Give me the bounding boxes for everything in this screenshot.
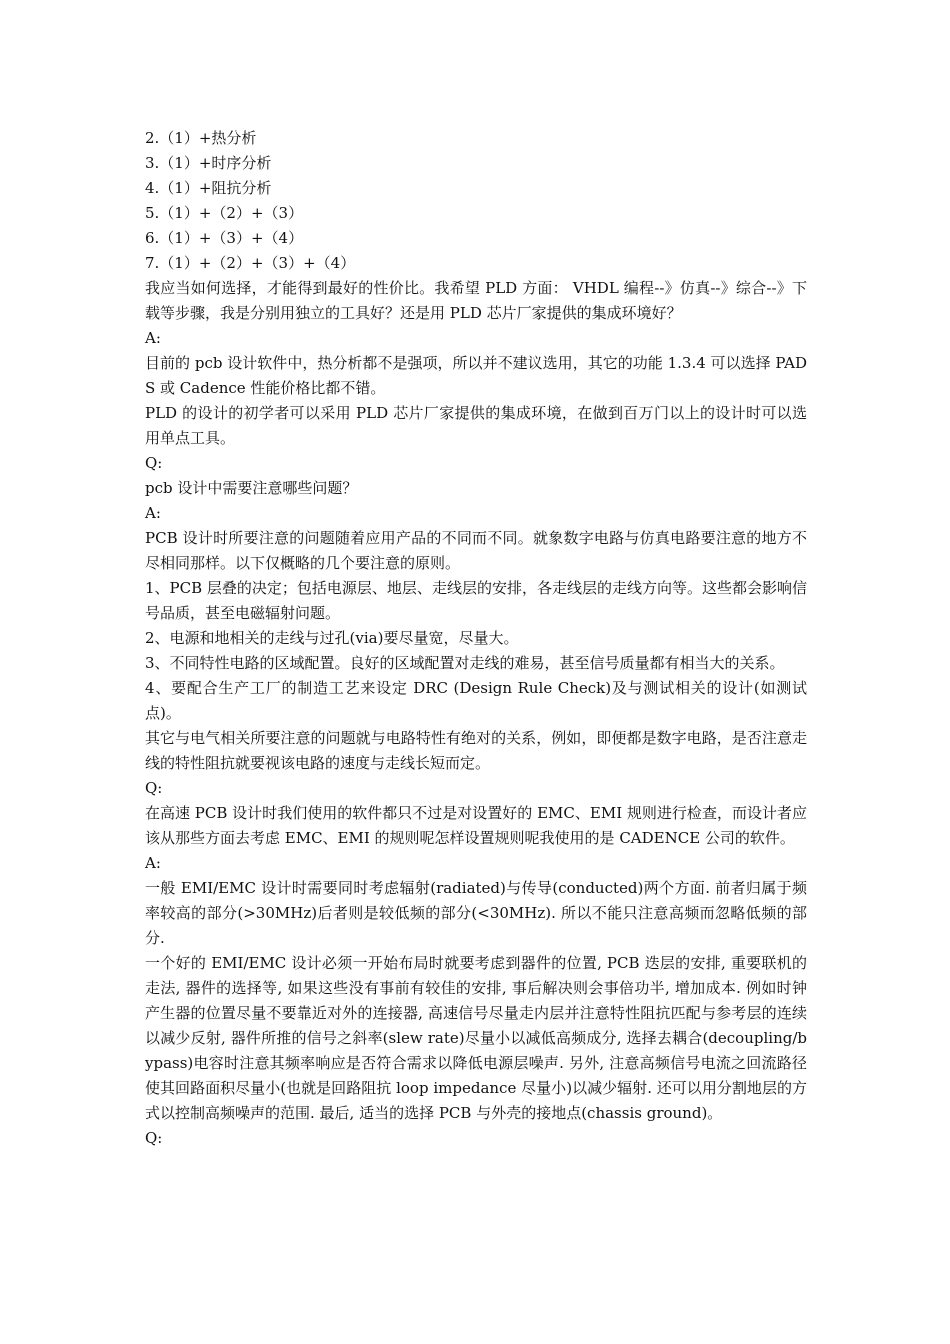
question-label: Q: xyxy=(145,779,163,797)
answer-paragraph: 3、不同特性电路的区域配置。良好的区域配置对走线的难易，甚至信号质量都有相当大的关系。 xyxy=(145,654,785,672)
answer-label: A: xyxy=(145,329,161,347)
answer-paragraph: PLD 的设计的初学者可以采用 PLD 芯片厂家提供的集成环境，在做到百万门以上的设计时可以选用单点工具。 xyxy=(145,404,807,447)
question-text: pcb 设计中需要注意哪些问题？ xyxy=(145,479,358,497)
answer-paragraph: 2、电源和地相关的走线与过孔(via)要尽量宽，尽量大。 xyxy=(145,629,519,647)
question-label: Q: xyxy=(145,454,163,472)
answer-paragraph: 一个好的 EMI/EMC 设计必须一开始布局时就要考虑到器件的位置, PCB 迭层的安排, 重要联机的走法, 器件的选择等, 如果这些没有事前有较佳的安排, 事后解决则会事倍功半, 增加成本. 例如时钟产生器的位置尽量不要靠近对外的连接器, 高速信号尽量走内层并注意特性阻抗匹配与参考层的连续以减少反射, 器件所推的信号之斜率(slew rate)尽量小以减低高频成分, 选择去耦合(decoupling/bypass)电容时注意其频率响应是否符合需求以降低电源层噪声. 另外, 注意高频信号电流之回流路径使其回路面积尽量小(也就是回路阻抗 loop impedance 尽量小)以减少辐射. 还可以用分割地层的方式以控制高频噪声的范围. 最后, 适当的选择 PCB 与外壳的接地点(chassis ground)。 xyxy=(145,954,807,1122)
answer-paragraph: 其它与电气相关所要注意的问题就与电路特性有绝对的关系，例如，即便都是数字电路，是否注意走线的特性阻抗就要视该电路的速度与走线长短而定。 xyxy=(145,729,807,772)
answer-paragraph: 一般 EMI/EMC 设计时需要同时考虑辐射(radiated)与传导(conducted)两个方面. 前者归属于频率较高的部分(>30MHz)后者则是较低频的部分(<30MHz). 所以不能只注意高频而忽略低频的部分. xyxy=(145,879,807,947)
answer-paragraph: PCB 设计时所要注意的问题随着应用产品的不同而不同。就象数字电路与仿真电路要注意的地方不尽相同那样。以下仅概略的几个要注意的原则。 xyxy=(145,529,807,572)
question-text: 我应当如何选择，才能得到最好的性价比。我希望 PLD 方面： VHDL 编程--》仿真--》综合--》下载等步骤，我是分别用独立的工具好？还是用 PLD 芯片厂家提供的集成环境好？ xyxy=(145,279,807,322)
option-line: 4.（1）+阻抗分析 xyxy=(145,179,272,197)
document-body xyxy=(145,126,807,1151)
answer-paragraph: 1、PCB 层叠的决定；包括电源层、地层、走线层的安排，各走线层的走线方向等。这些都会影响信号品质，甚至电磁辐射问题。 xyxy=(145,579,807,622)
question-label: Q: xyxy=(145,1129,163,1147)
answer-paragraph: 4、要配合生产工厂的制造工艺来设定 DRC (Design Rule Check)及与测试相关的设计(如测试点)。 xyxy=(145,679,807,722)
answer-label: A: xyxy=(145,504,161,522)
option-line: 6.（1）+（3）+（4） xyxy=(145,229,304,247)
option-line: 2.（1）+热分析 xyxy=(145,129,257,147)
option-line: 3.（1）+时序分析 xyxy=(145,154,272,172)
answer-label: A: xyxy=(145,854,161,872)
answer-paragraph: 目前的 pcb 设计软件中，热分析都不是强项，所以并不建议选用，其它的功能 1.3.4 可以选择 PADS 或 Cadence 性能价格比都不错。 xyxy=(145,354,807,397)
question-text: 在高速 PCB 设计时我们使用的软件都只不过是对设置好的 EMC、EMI 规则进行检查，而设计者应该从那些方面去考虑 EMC、EMI 的规则呢怎样设置规则呢我使用的是 CADENCE 公司的软件。 xyxy=(145,804,807,847)
option-line: 5.（1）+（2）+（3） xyxy=(145,204,304,222)
option-line: 7.（1）+（2）+（3）+（4） xyxy=(145,254,356,272)
